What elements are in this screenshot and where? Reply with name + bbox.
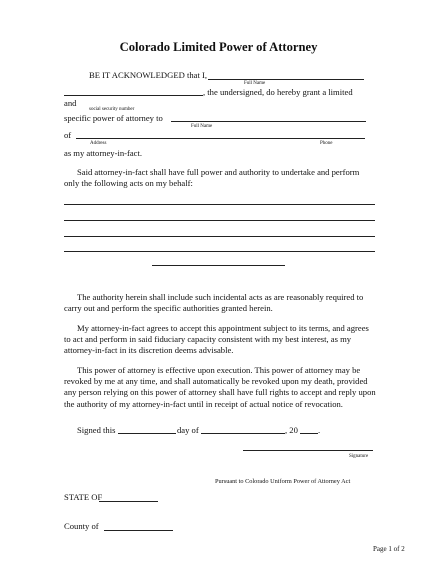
address-caption: Address [90,141,107,146]
county-label: County of [64,521,99,531]
signature-caption: Signature [349,454,369,459]
acts-line[interactable] [64,204,375,205]
attorney-text: as my attorney-in-fact. [64,148,143,158]
page-title: Colorado Limited Power of Attorney [119,40,318,54]
attorney-name-line[interactable] [171,121,366,122]
full-name-caption: Full Name [244,81,266,86]
signature-line[interactable] [243,450,373,451]
undersigned-text: , the undersigned, do hereby grant a limited [203,87,353,97]
signed-prefix: Signed this [77,425,116,435]
ssn-caption: social security number [89,107,135,112]
specific-text: specific power of attorney to [64,113,163,123]
state-line[interactable] [99,501,158,502]
signed-day-text: day of [177,425,199,435]
acts-line[interactable] [64,220,375,221]
acts-line[interactable] [64,236,375,237]
pursuant-text: Pursuant to Colorado Uniform Power of Attorney Act [215,478,351,485]
attorney-name-caption: Full Name [191,124,213,129]
signed-year-text: , 20 [285,425,298,435]
signed-end: . [318,425,321,435]
name-continuation-line[interactable] [64,95,203,96]
signed-month-line[interactable] [201,433,285,434]
address-line[interactable] [76,138,365,139]
phone-caption: Phone [320,141,333,146]
and-text: and [64,98,77,108]
of-text: of [64,130,72,140]
authority-paragraph: The authority herein shall include such incidental acts as are reasonably required to carry out and perform the specific authorities granted herein. [64,292,364,314]
full-name-line[interactable] [208,79,364,80]
acts-line[interactable] [64,251,375,252]
county-line[interactable] [104,530,173,531]
said-paragraph: Said attorney-in-fact shall have full power and authority to undertake and perform only the following acts on my behalf: [64,167,360,189]
signed-day-line[interactable] [118,433,176,434]
ack-text: BE IT ACKNOWLEDGED that I, [89,70,207,80]
acts-line-short[interactable] [152,265,285,266]
state-label: STATE OF [64,492,103,502]
effective-paragraph: This power of attorney is effective upon execution. This power of attorney may be revoked by me at any time, and shall automatically be revoked upon my death, provided any person relying on this power of attorney shall have full rights to accept and reply upon the authority of my attorney-in-fact until in receipt of actual notice of revocation. [64,365,376,409]
signed-year-line[interactable] [300,433,318,434]
accept-paragraph: My attorney-in-fact agrees to accept this appointment subject to its terms, and agrees to act and perform in said fiduciary capacity consistent with my best interest, as my attorney-in-fact in its discretion deems advisable. [64,323,369,356]
page-number: Page 1 of 2 [373,545,405,553]
